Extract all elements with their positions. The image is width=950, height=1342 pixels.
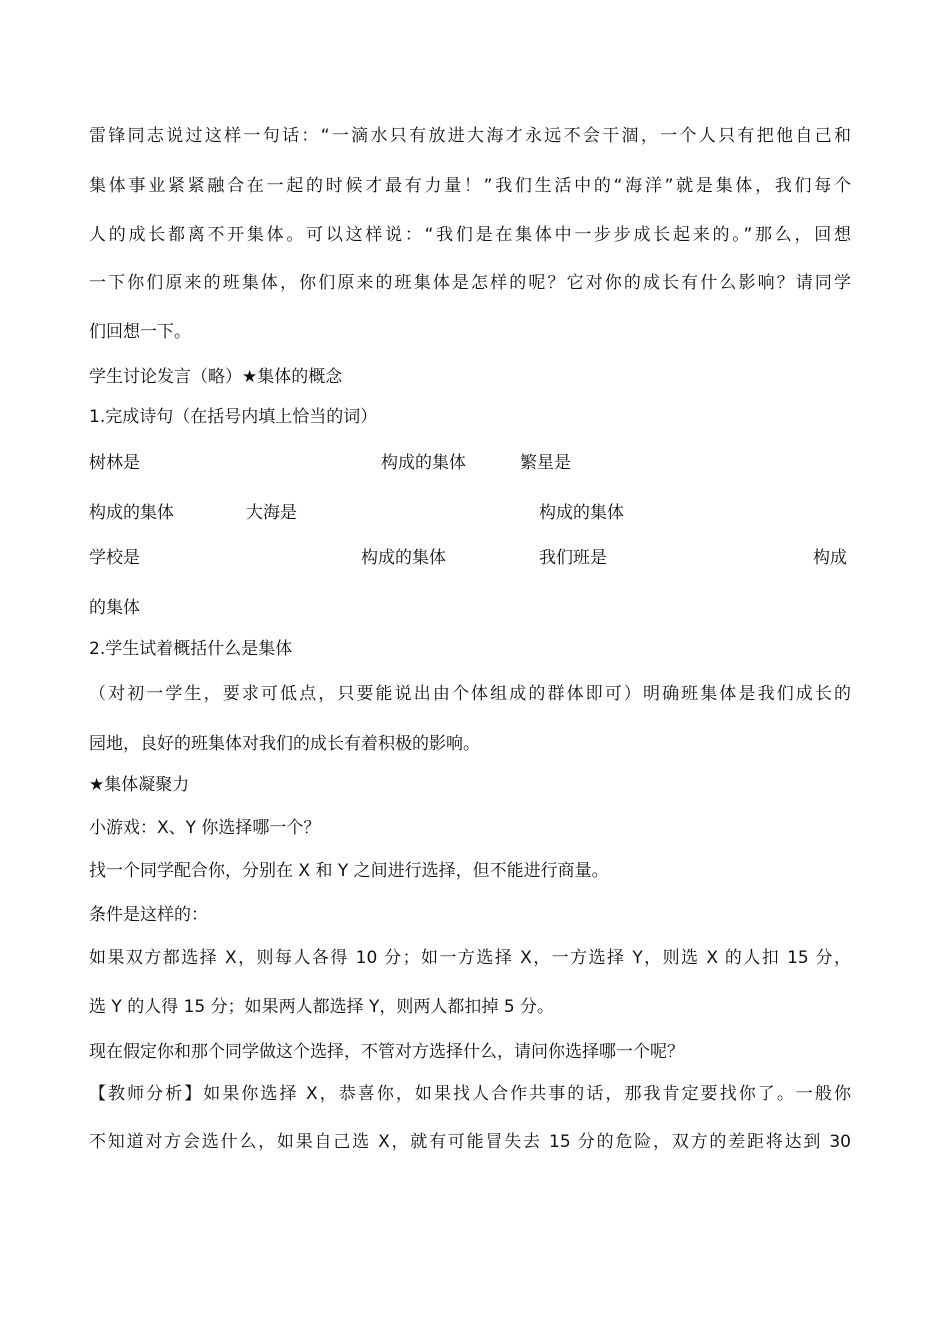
conditions-line-1: 如果双方都选择 X，则每人各得 10 分；如一方选择 X，一方选择 Y，则选 X 的人扣 15 分，: [89, 948, 852, 968]
fill-blank-text: 构成的集体: [539, 503, 624, 523]
game-instruction: 找一个同学配合你，分别在 X 和 Y 之间进行选择，但不能进行商量。: [89, 861, 609, 881]
game-title: 小游戏：X、Y 你选择哪一个？: [89, 818, 321, 838]
conditions-line-2: 选 Y 的人得 15 分；如果两人都选择 Y，则两人都扣掉 5 分。: [89, 997, 555, 1017]
cohesion-heading: ★集体凝聚力: [89, 775, 190, 795]
fill-blank-text: 构成的集体: [381, 453, 466, 473]
question-1-heading: 1.完成诗句（在括号内填上恰当的词）: [89, 407, 378, 427]
intro-line-5: 们回想一下。: [89, 322, 191, 342]
intro-line-4: 一下你们原来的班集体，你们原来的班集体是怎样的呢？它对你的成长有什么影响？请同学: [89, 273, 851, 293]
intro-line-1: 雷锋同志说过这样一句话：“一滴水只有放进大海才永远不会干涸，一个人只有把他自己和: [89, 126, 851, 146]
fill-blank-text: 构成: [813, 548, 847, 568]
discussion-heading: 学生讨论发言（略）★集体的概念: [89, 367, 343, 387]
question-2-heading: 2.学生试着概括什么是集体: [89, 639, 293, 659]
intro-line-3: 人的成长都离不开集体。可以这样说：“我们是在集体中一步步成长起来的。”那么，回想: [89, 225, 851, 245]
analysis-line-2: 不知道对方会选什么，如果自己选 X，就有可能冒失去 15 分的危险，双方的差距将达到 30: [89, 1132, 851, 1152]
question-2-line-1: （对初一学生，要求可低点，只要能说出由个体组成的群体即可）明确班集体是我们成长的: [89, 684, 851, 704]
fill-blank-text: 我们班是: [539, 548, 607, 568]
fill-blank-text: 繁星是: [520, 453, 571, 473]
fill-blank-text: 大海是: [246, 503, 297, 523]
intro-line-2: 集体事业紧紧融合在一起的时候才最有力量！”我们生活中的“海洋”就是集体，我们每个: [89, 176, 851, 196]
question-2-line-2: 园地，良好的班集体对我们的成长有着积极的影响。: [89, 734, 480, 754]
conditions-label: 条件是这样的：: [89, 905, 208, 925]
fill-blank-text: 学校是: [89, 548, 140, 568]
question-text: 现在假定你和那个同学做这个选择，不管对方选择什么，请问你选择哪一个呢？: [89, 1042, 684, 1062]
analysis-line-1: 【教师分析】如果你选择 X，恭喜你，如果找人合作共事的话，那我肯定要找你了。一般你: [89, 1084, 851, 1104]
fill-blank-text: 构成的集体: [89, 503, 174, 523]
fill-blank-text: 树林是: [89, 453, 140, 473]
fill-blank-text: 的集体: [89, 598, 140, 618]
fill-blank-text: 构成的集体: [361, 548, 446, 568]
